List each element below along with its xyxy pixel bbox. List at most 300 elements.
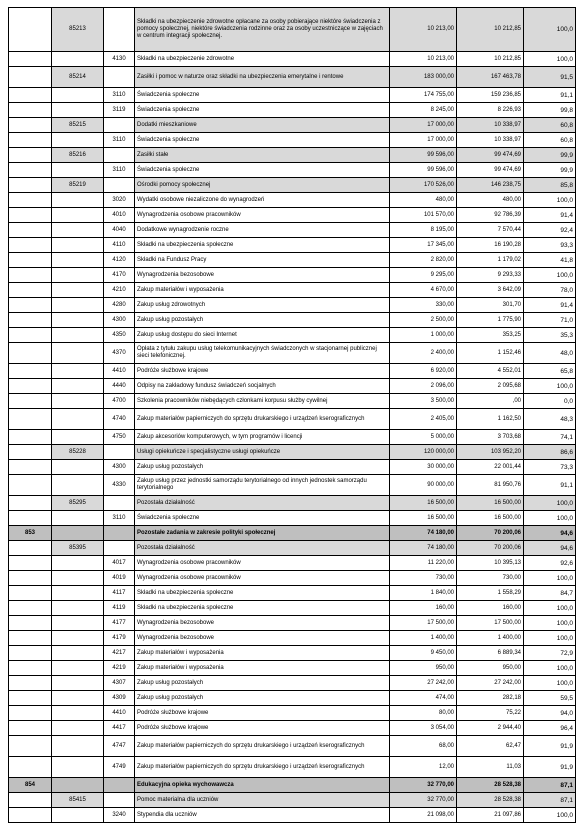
table-row [9,328,576,343]
paragraf-cell: 4210 [104,283,135,298]
rozdzial-cell [52,808,104,823]
paragraf-cell [104,445,135,460]
description-cell: Zakup materiałów i wyposażenia [135,646,390,661]
percent-cell: 100,0 [524,661,576,676]
dzial-cell [9,571,52,586]
description-cell: Zakup usług zdrowotnych [135,298,390,313]
paragraf-cell [104,178,135,193]
description-cell: Opłata z tytułu zakupu usług telekomunikacyjnych świadczonych w stacjonarnej publicznej sieci telefonicznej. [135,343,390,364]
wykonanie-cell: 21 097,86 [457,808,524,823]
percent-cell: 100,0 [524,808,576,823]
percent-cell: 94,0 [524,706,576,721]
rozdzial-cell [52,556,104,571]
paragraf-cell: 4300 [104,313,135,328]
description-cell: Pozostała działalność [135,541,390,556]
percent-cell: 99,9 [524,163,576,178]
plan-cell: 474,00 [390,691,457,706]
percent-cell: 41,8 [524,253,576,268]
paragraf-cell: 4700 [104,394,135,409]
wykonanie-cell: 11,03 [457,757,524,778]
table-row [9,133,576,148]
dzial-cell [9,208,52,223]
table-row [9,691,576,706]
dzial-cell [9,163,52,178]
description-cell: Zakup usług przez jednostki samorządu terytorialnego od innych jednostek samorządu terytorialnego [135,475,390,496]
description-cell: Świadczenia społeczne [135,511,390,526]
plan-cell: 2 500,00 [390,313,457,328]
wykonanie-cell: ,00 [457,394,524,409]
rozdzial-cell [52,163,104,178]
description-cell: Pozostałe zadania w zakresie polityki społecznej [135,526,390,541]
paragraf-cell [104,496,135,511]
paragraf-cell: 4740 [104,409,135,430]
wykonanie-cell: 167 463,78 [457,67,524,88]
table-row [9,475,576,496]
table-row [9,394,576,409]
description-cell: Składki na ubezpieczenia społeczne [135,601,390,616]
plan-cell: 10 213,00 [390,52,457,67]
rozdzial-cell [52,526,104,541]
dzial-cell [9,67,52,88]
percent-cell: 94,6 [524,526,576,541]
percent-cell: 92,4 [524,223,576,238]
wykonanie-cell: 301,70 [457,298,524,313]
description-cell: Świadczenia społeczne [135,103,390,118]
table-row [9,409,576,430]
plan-cell: 3 054,00 [390,721,457,736]
table-row [9,238,576,253]
plan-cell: 2 405,00 [390,409,457,430]
wykonanie-cell: 1 558,29 [457,586,524,601]
percent-cell: 100,0 [524,496,576,511]
percent-cell: 91,9 [524,757,576,778]
plan-cell: 74 180,00 [390,541,457,556]
dzial-cell [9,313,52,328]
dzial-cell [9,475,52,496]
subsection-row [9,793,576,808]
table-row [9,430,576,445]
dzial-cell [9,721,52,736]
table-row [9,571,576,586]
dzial-cell [9,646,52,661]
dzial-cell [9,118,52,133]
rozdzial-cell [52,721,104,736]
wykonanie-cell: 3 642,09 [457,283,524,298]
percent-cell: 60,8 [524,118,576,133]
wykonanie-cell: 282,18 [457,691,524,706]
plan-cell: 10 213,00 [390,8,457,52]
dzial-cell [9,193,52,208]
description-cell: Zakup usług pozostałych [135,460,390,475]
paragraf-cell [104,67,135,88]
dzial-cell [9,496,52,511]
wykonanie-cell: 22 001,44 [457,460,524,475]
percent-cell: 100,0 [524,52,576,67]
description-cell: Składki na ubezpieczenie zdrowotne [135,52,390,67]
plan-cell: 32 770,00 [390,793,457,808]
wykonanie-cell: 103 952,20 [457,445,524,460]
rozdzial-cell [52,586,104,601]
wykonanie-cell: 950,00 [457,661,524,676]
dzial-cell [9,283,52,298]
percent-cell: 85,8 [524,178,576,193]
wykonanie-cell: 2 095,68 [457,379,524,394]
paragraf-cell: 4309 [104,691,135,706]
paragraf-cell: 4219 [104,661,135,676]
description-cell: Świadczenia społeczne [135,88,390,103]
description-cell: Wynagrodzenia bezosobowe [135,616,390,631]
plan-cell: 68,00 [390,736,457,757]
paragraf-cell: 4300 [104,460,135,475]
description-cell: Wynagrodzenia osobowe pracowników [135,556,390,571]
description-cell: Zakup materiałów papierniczych do sprzętu drukarskiego i urządzeń kserograficznych [135,409,390,430]
paragraf-cell: 3240 [104,808,135,823]
rozdzial-cell [52,676,104,691]
description-cell: Szkolenia pracowników niebędących członkami korpusu służby cywilnej [135,394,390,409]
percent-cell: 94,6 [524,541,576,556]
budget-report-page [8,7,575,823]
description-cell: Składki na ubezpieczenie zdrowotne opłacane za osoby pobierające niektóre świadczenia z pomocy społecznej, niektóre świadczenia rodzinne oraz za osoby uczestniczące w zajęciach w centrum integracji społecznej. [135,8,390,52]
rozdzial-cell: 85215 [52,118,104,133]
wykonanie-cell: 70 200,06 [457,526,524,541]
rozdzial-cell [52,208,104,223]
plan-cell: 2 400,00 [390,343,457,364]
description-cell: Świadczenia społeczne [135,163,390,178]
plan-cell: 17 000,00 [390,118,457,133]
table-row [9,511,576,526]
dzial-cell [9,616,52,631]
description-cell: Wydatki osobowe niezaliczone do wynagrodzeń [135,193,390,208]
dzial-cell [9,148,52,163]
wykonanie-cell: 3 703,68 [457,430,524,445]
description-cell: Dodatki mieszkaniowe [135,118,390,133]
table-row [9,661,576,676]
rozdzial-cell: 85395 [52,541,104,556]
wykonanie-cell: 353,25 [457,328,524,343]
wykonanie-cell: 1 152,46 [457,343,524,364]
paragraf-cell: 4440 [104,379,135,394]
wykonanie-cell: 99 474,69 [457,148,524,163]
dzial-cell [9,601,52,616]
description-cell: Świadczenia społeczne [135,133,390,148]
rozdzial-cell [52,571,104,586]
wykonanie-cell: 16 190,28 [457,238,524,253]
plan-cell: 11 220,00 [390,556,457,571]
table-row [9,646,576,661]
rozdzial-cell [52,193,104,208]
wykonanie-cell: 1 775,90 [457,313,524,328]
wykonanie-cell: 9 293,33 [457,268,524,283]
description-cell: Zakup materiałów i wyposażenia [135,283,390,298]
plan-cell: 1 840,00 [390,586,457,601]
description-cell: Zakup usług dostępu do sieci Internet [135,328,390,343]
percent-cell: 60,8 [524,133,576,148]
table-row [9,52,576,67]
paragraf-cell: 3110 [104,133,135,148]
percent-cell: 100,0 [524,379,576,394]
dzial-cell [9,133,52,148]
wykonanie-cell: 730,00 [457,571,524,586]
paragraf-cell [104,541,135,556]
paragraf-cell [104,118,135,133]
rozdzial-cell [52,313,104,328]
paragraf-cell: 4307 [104,676,135,691]
wykonanie-cell: 16 500,00 [457,496,524,511]
percent-cell: 100,0 [524,601,576,616]
percent-cell: 86,6 [524,445,576,460]
percent-cell: 91,5 [524,67,576,88]
rozdzial-cell [52,298,104,313]
percent-cell: 91,1 [524,88,576,103]
dzial-cell [9,223,52,238]
rozdzial-cell: 85415 [52,793,104,808]
paragraf-cell: 4410 [104,364,135,379]
description-cell: Zakup usług pozostałych [135,676,390,691]
percent-cell: 100,0 [524,631,576,646]
percent-cell: 74,1 [524,430,576,445]
subsection-row [9,541,576,556]
dzial-cell [9,394,52,409]
rozdzial-cell [52,661,104,676]
percent-cell: 100,0 [524,193,576,208]
paragraf-cell: 4040 [104,223,135,238]
description-cell: Usługi opiekuńcze i specjalistyczne usługi opiekuńcze [135,445,390,460]
dzial-cell: 854 [9,778,52,793]
table-row [9,616,576,631]
dzial-cell [9,430,52,445]
plan-cell: 99 596,00 [390,148,457,163]
description-cell: Zasiłki stałe [135,148,390,163]
subsection-row [9,67,576,88]
paragraf-cell [104,526,135,541]
wykonanie-cell: 10 395,13 [457,556,524,571]
plan-cell: 16 500,00 [390,511,457,526]
plan-cell: 80,00 [390,706,457,721]
wykonanie-cell: 146 238,75 [457,178,524,193]
percent-cell: 91,9 [524,736,576,757]
paragraf-cell: 4280 [104,298,135,313]
dzial-cell [9,736,52,757]
description-cell: Zakup materiałów i wyposażenia [135,661,390,676]
paragraf-cell: 4217 [104,646,135,661]
dzial-cell: 853 [9,526,52,541]
subsection-row [9,8,576,52]
paragraf-cell [104,8,135,52]
table-row [9,364,576,379]
plan-cell: 480,00 [390,193,457,208]
wykonanie-cell: 99 474,69 [457,163,524,178]
percent-cell: 59,5 [524,691,576,706]
rozdzial-cell: 85295 [52,496,104,511]
paragraf-cell: 4747 [104,736,135,757]
wykonanie-cell: 17 500,00 [457,616,524,631]
paragraf-cell: 3020 [104,193,135,208]
subsection-row [9,445,576,460]
percent-cell: 0,0 [524,394,576,409]
section-row [9,526,576,541]
dzial-cell [9,343,52,364]
percent-cell: 91,1 [524,475,576,496]
percent-cell: 91,4 [524,298,576,313]
plan-cell: 2 820,00 [390,253,457,268]
rozdzial-cell: 85213 [52,8,104,52]
plan-cell: 74 180,00 [390,526,457,541]
description-cell: Podróże służbowe krajowe [135,364,390,379]
wykonanie-cell: 1 179,02 [457,253,524,268]
plan-cell: 183 000,00 [390,67,457,88]
rozdzial-cell [52,691,104,706]
dzial-cell [9,328,52,343]
paragraf-cell [104,148,135,163]
dzial-cell [9,541,52,556]
percent-cell: 48,3 [524,409,576,430]
plan-cell: 330,00 [390,298,457,313]
dzial-cell [9,676,52,691]
plan-cell: 170 526,00 [390,178,457,193]
percent-cell: 100,0 [524,8,576,52]
rozdzial-cell [52,460,104,475]
percent-cell: 100,0 [524,511,576,526]
percent-cell: 71,0 [524,313,576,328]
table-row [9,808,576,823]
dzial-cell [9,511,52,526]
table-row [9,586,576,601]
dzial-cell [9,586,52,601]
rozdzial-cell [52,238,104,253]
description-cell: Podróże służbowe krajowe [135,721,390,736]
description-cell: Składki na ubezpieczenia społeczne [135,238,390,253]
dzial-cell [9,8,52,52]
percent-cell: 78,0 [524,283,576,298]
percent-cell: 87,1 [524,793,576,808]
description-cell: Zakup usług pozostałych [135,691,390,706]
wykonanie-cell: 16 500,00 [457,511,524,526]
table-row [9,601,576,616]
table-row [9,88,576,103]
description-cell: Zakup akcesoriów komputerowych, w tym programów i licencji [135,430,390,445]
dzial-cell [9,238,52,253]
dzial-cell [9,52,52,67]
rozdzial-cell: 85216 [52,148,104,163]
wykonanie-cell: 81 950,76 [457,475,524,496]
plan-cell: 174 755,00 [390,88,457,103]
rozdzial-cell [52,616,104,631]
dzial-cell [9,661,52,676]
description-cell: Zakup materiałów papierniczych do sprzętu drukarskiego i urządzeń kserograficznych [135,757,390,778]
dzial-cell [9,445,52,460]
paragraf-cell: 4017 [104,556,135,571]
plan-cell: 160,00 [390,601,457,616]
percent-cell: 96,4 [524,721,576,736]
paragraf-cell: 3119 [104,103,135,118]
rozdzial-cell [52,103,104,118]
table-row [9,268,576,283]
percent-cell: 65,8 [524,364,576,379]
plan-cell: 9 295,00 [390,268,457,283]
paragraf-cell: 4179 [104,631,135,646]
paragraf-cell: 4417 [104,721,135,736]
dzial-cell [9,364,52,379]
description-cell: Pozostała działalność [135,496,390,511]
description-cell: Odpisy na zakładowy fundusz świadczeń socjalnych [135,379,390,394]
percent-cell: 99,8 [524,103,576,118]
plan-cell: 950,00 [390,661,457,676]
plan-cell: 1 400,00 [390,631,457,646]
dzial-cell [9,556,52,571]
subsection-row [9,178,576,193]
table-row [9,283,576,298]
rozdzial-cell [52,133,104,148]
subsection-row [9,118,576,133]
description-cell: Wynagrodzenia bezosobowe [135,268,390,283]
wykonanie-cell: 8 226,93 [457,103,524,118]
plan-cell: 9 450,00 [390,646,457,661]
rozdzial-cell: 85219 [52,178,104,193]
percent-cell: 99,9 [524,148,576,163]
dzial-cell [9,793,52,808]
rozdzial-cell [52,757,104,778]
wykonanie-cell: 10 338,97 [457,118,524,133]
description-cell: Zakup usług pozostałych [135,313,390,328]
description-cell: Stypendia dla uczniów [135,808,390,823]
plan-cell: 6 920,00 [390,364,457,379]
wykonanie-cell: 75,22 [457,706,524,721]
subsection-row [9,496,576,511]
percent-cell: 100,0 [524,571,576,586]
plan-cell: 17 000,00 [390,133,457,148]
plan-cell: 101 570,00 [390,208,457,223]
table-row [9,556,576,571]
plan-cell: 99 596,00 [390,163,457,178]
description-cell: Wynagrodzenia osobowe pracowników [135,208,390,223]
paragraf-cell: 4177 [104,616,135,631]
plan-cell: 120 000,00 [390,445,457,460]
plan-cell: 3 500,00 [390,394,457,409]
description-cell: Pomoc materialna dla uczniów [135,793,390,808]
plan-cell: 17 500,00 [390,616,457,631]
wykonanie-cell: 10 212,85 [457,52,524,67]
wykonanie-cell: 27 242,00 [457,676,524,691]
dzial-cell [9,757,52,778]
paragraf-cell: 4410 [104,706,135,721]
rozdzial-cell [52,328,104,343]
dzial-cell [9,178,52,193]
dzial-cell [9,379,52,394]
dzial-cell [9,268,52,283]
paragraf-cell: 4350 [104,328,135,343]
wykonanie-cell: 2 944,40 [457,721,524,736]
section-row [9,778,576,793]
rozdzial-cell [52,706,104,721]
wykonanie-cell: 1 400,00 [457,631,524,646]
plan-cell: 32 770,00 [390,778,457,793]
dzial-cell [9,460,52,475]
wykonanie-cell: 160,00 [457,601,524,616]
rozdzial-cell [52,736,104,757]
wykonanie-cell: 10 212,85 [457,8,524,52]
description-cell: Edukacyjna opieka wychowawcza [135,778,390,793]
budget-table [8,7,576,823]
table-row [9,253,576,268]
wykonanie-cell: 480,00 [457,193,524,208]
description-cell: Dodatkowe wynagrodzenie roczne [135,223,390,238]
description-cell: Składki na ubezpieczenia społeczne [135,586,390,601]
paragraf-cell [104,793,135,808]
rozdzial-cell [52,601,104,616]
paragraf-cell: 4170 [104,268,135,283]
paragraf-cell: 4120 [104,253,135,268]
rozdzial-cell [52,253,104,268]
